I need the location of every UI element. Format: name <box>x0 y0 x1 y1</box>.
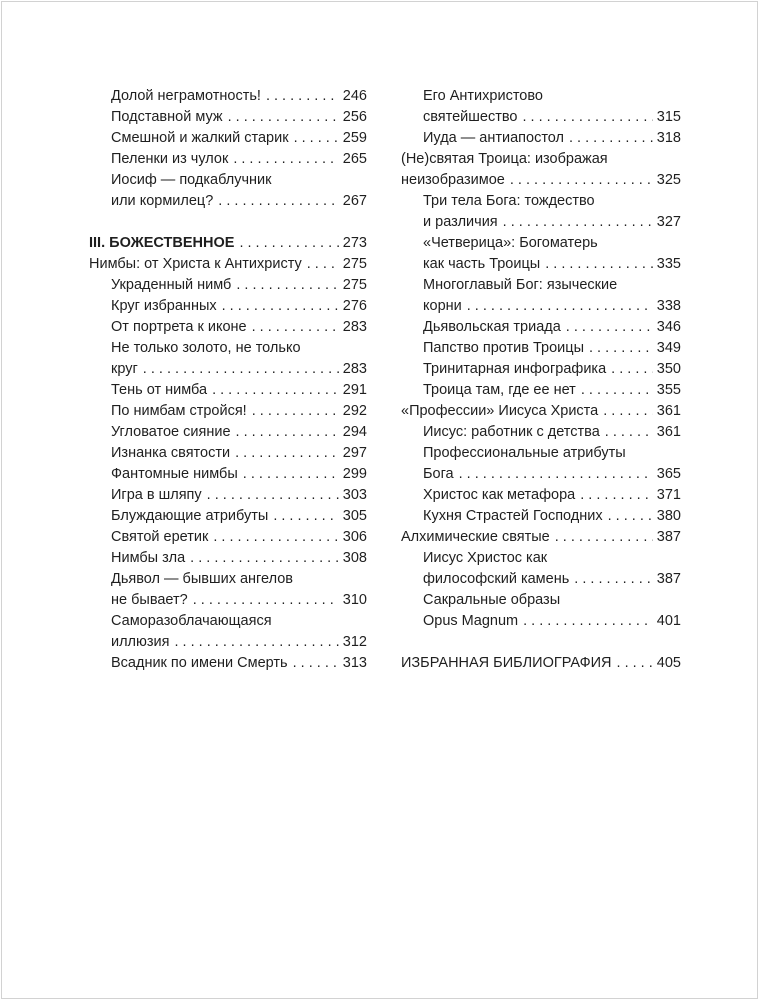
toc-entry-title: Профессиональные атрибуты <box>423 445 626 461</box>
toc-column-right <box>401 86 681 674</box>
toc-entry-first-line[interactable] <box>401 590 681 611</box>
toc-entry[interactable] <box>401 359 681 380</box>
toc-leader-dots <box>555 527 653 548</box>
toc-entry-page: 291 <box>342 382 367 398</box>
toc-leader-dots <box>239 233 338 254</box>
toc-entry-title: Дьявол — бывших ангелов <box>111 571 293 587</box>
toc-column-left <box>89 86 367 674</box>
toc-entry-title: Кухня Страстей Господних <box>423 508 603 524</box>
toc-leader-dots <box>294 128 339 149</box>
toc-entry[interactable] <box>89 422 367 443</box>
toc-entry-title: круг <box>111 361 138 377</box>
toc-entry-page: 256 <box>342 109 367 125</box>
toc-entry[interactable] <box>89 149 367 170</box>
toc-entry-page: 355 <box>656 382 681 398</box>
toc-entry-page: 401 <box>656 613 681 629</box>
toc-entry-title: Папство против Троицы <box>423 340 584 356</box>
toc-entry[interactable] <box>401 485 681 506</box>
toc-entry-first-line[interactable] <box>401 548 681 569</box>
toc-entry-page: 303 <box>342 487 367 503</box>
toc-entry-page: 361 <box>656 403 681 419</box>
toc-entry-page: 275 <box>342 256 367 272</box>
toc-entry-page: 315 <box>656 109 681 125</box>
toc-entry-title: Тень от нимба <box>111 382 208 398</box>
toc-entry-title: иллюзия <box>111 634 170 650</box>
toc-entry[interactable] <box>89 317 367 338</box>
toc-entry-first-line[interactable] <box>89 338 367 359</box>
toc-chapter-title: «Профессии» Иисуса Христа <box>401 403 599 419</box>
toc-leader-dots <box>266 86 339 107</box>
toc-entry-title: Иуда — антиапостол <box>423 130 564 146</box>
toc-leader-dots <box>617 653 653 674</box>
toc-entry-page: 405 <box>656 655 681 671</box>
toc-entry-page: 259 <box>342 130 367 146</box>
toc-leader-dots <box>566 317 653 338</box>
toc-entry-page: 380 <box>656 508 681 524</box>
toc-entry-page: 292 <box>342 403 367 419</box>
toc-leader-dots <box>605 422 653 443</box>
toc-entry[interactable] <box>401 611 681 632</box>
toc-entry[interactable] <box>89 86 367 107</box>
toc-entry[interactable] <box>89 128 367 149</box>
toc-leader-dots <box>252 317 339 338</box>
toc-leader-dots <box>589 338 653 359</box>
toc-entry-first-line[interactable] <box>401 86 681 107</box>
toc-chapter-title: (Не)святая Троица: изображая <box>401 151 608 167</box>
toc-leader-dots <box>503 212 653 233</box>
toc-entry[interactable] <box>89 506 367 527</box>
toc-chapter-title: Алхимические святые <box>401 529 550 545</box>
toc-leader-dots <box>243 464 339 485</box>
toc-entry-title: Долой неграмотность! <box>111 88 261 104</box>
toc-entry-title: Сакральные образы <box>423 592 561 608</box>
toc-entry-title: Фантомные нимбы <box>111 466 238 482</box>
toc-entry[interactable] <box>401 506 681 527</box>
toc-entry[interactable] <box>401 107 681 128</box>
toc-leader-dots <box>467 296 653 317</box>
toc-entry-first-line[interactable] <box>401 233 681 254</box>
toc-entry-title: как часть Троицы <box>423 256 541 272</box>
toc-entry-page: 312 <box>342 634 367 650</box>
toc-entry-title: и различия <box>423 214 498 230</box>
toc-leader-dots <box>523 611 653 632</box>
toc-entry-page: 338 <box>656 298 681 314</box>
toc-entry-page: 246 <box>342 88 367 104</box>
toc-entry-page: 283 <box>342 361 367 377</box>
toc-entry[interactable] <box>89 359 367 380</box>
toc-entry-first-line[interactable] <box>89 569 367 590</box>
toc-leader-dots <box>603 401 653 422</box>
toc-entry-page: 327 <box>656 214 681 230</box>
toc-leader-dots <box>175 632 339 653</box>
toc-leader-dots <box>222 296 339 317</box>
toc-entry[interactable] <box>89 653 367 674</box>
toc-leader-dots <box>228 107 339 128</box>
toc-leader-dots <box>569 128 653 149</box>
toc-entry-page: 325 <box>656 172 681 188</box>
toc-leader-dots <box>235 443 339 464</box>
toc-entry-page: 361 <box>656 424 681 440</box>
toc-entry[interactable] <box>401 296 681 317</box>
toc-entry[interactable] <box>401 212 681 233</box>
toc-entry[interactable] <box>89 275 367 296</box>
toc-entry-page: 299 <box>342 466 367 482</box>
toc-entry[interactable] <box>401 338 681 359</box>
section-gap <box>89 212 367 233</box>
toc-entry-page: 297 <box>342 445 367 461</box>
toc-leader-dots <box>510 170 653 191</box>
toc-entry-page: 346 <box>656 319 681 335</box>
toc-entry-title: Его Антихристово <box>423 88 543 104</box>
toc-entry-title: Саморазоблачающаяся <box>111 613 272 629</box>
toc-leader-dots <box>611 359 653 380</box>
toc-leader-dots <box>236 275 338 296</box>
toc-entry-title: Всадник по имени Смерть <box>111 655 288 671</box>
toc-leader-dots <box>190 548 339 569</box>
toc-entry[interactable] <box>89 485 367 506</box>
toc-section-title: III. БОЖЕСТВЕННОЕ <box>89 235 235 251</box>
toc-leader-dots <box>581 380 653 401</box>
toc-entry-title: Многоглавый Бог: языческие <box>423 277 618 293</box>
toc-entry-page: 275 <box>342 277 367 293</box>
toc-entry-title: или кормилец? <box>111 193 214 209</box>
toc-chapter-title: Нимбы: от Христа к Антихристу <box>89 256 302 272</box>
toc-leader-dots <box>459 464 653 485</box>
toc-entry-title: Игра в шляпу <box>111 487 202 503</box>
toc-entry-page: 265 <box>342 151 367 167</box>
toc-entry-page: 318 <box>656 130 681 146</box>
toc-leader-dots <box>574 569 653 590</box>
toc-entry-title: Иисус Христос как <box>423 550 548 566</box>
toc-entry-title: От портрета к иконе <box>111 319 247 335</box>
toc-entry-title: корни <box>423 298 462 314</box>
toc-entry-page: 313 <box>342 655 367 671</box>
toc-entry[interactable] <box>401 380 681 401</box>
toc-leader-dots <box>293 653 339 674</box>
toc-entry-page: 267 <box>342 193 367 209</box>
toc-entry-title: Троица там, где ее нет <box>423 382 576 398</box>
toc-leader-dots <box>193 590 339 611</box>
toc-entry-title: Украденный нимб <box>111 277 232 293</box>
toc-entry-page: 273 <box>342 235 367 251</box>
toc-entry-title: Не только золото, не только <box>111 340 301 356</box>
toc-entry-page: 371 <box>656 487 681 503</box>
toc-entry-title: святейшество <box>423 109 518 125</box>
toc-chapter[interactable] <box>401 401 681 422</box>
toc-entry-title: Иосиф — подкаблучник <box>111 172 272 188</box>
toc-entry[interactable] <box>401 569 681 590</box>
toc-leader-dots <box>236 422 339 443</box>
toc-entry[interactable] <box>89 527 367 548</box>
toc-section-heading[interactable] <box>401 653 681 674</box>
toc-entry-page: 387 <box>656 529 681 545</box>
toc-entry[interactable] <box>401 254 681 275</box>
toc-entry[interactable] <box>401 464 681 485</box>
toc-entry-first-line[interactable] <box>401 443 681 464</box>
toc-entry-title: Смешной и жалкий старик <box>111 130 289 146</box>
toc-entry-page: 310 <box>342 592 367 608</box>
toc-leader-dots <box>608 506 653 527</box>
toc-entry[interactable] <box>89 380 367 401</box>
toc-entry-page: 305 <box>342 508 367 524</box>
toc-entry-title: Угловатое сияние <box>111 424 231 440</box>
toc-entry-page: 365 <box>656 466 681 482</box>
toc-entry[interactable] <box>401 128 681 149</box>
toc-entry-title: философский камень <box>423 571 570 587</box>
toc-entry-page: 349 <box>656 340 681 356</box>
toc-entry-first-line[interactable] <box>89 170 367 191</box>
toc-entry-page: 283 <box>342 319 367 335</box>
toc-entry-title: Святой еретик <box>111 529 209 545</box>
toc-entry-title: не бывает? <box>111 592 188 608</box>
toc-entry-title: Изнанка святости <box>111 445 231 461</box>
toc-section-title: ИЗБРАННАЯ БИБЛИОГРАФИЯ <box>401 655 612 671</box>
toc-entry-title: По нимбам стройся! <box>111 403 247 419</box>
document-page <box>1 1 758 999</box>
toc-entry-page: 294 <box>342 424 367 440</box>
toc-entry-title: Тринитарная инфографика <box>423 361 607 377</box>
toc-entry[interactable] <box>89 107 367 128</box>
toc-leader-dots <box>580 485 653 506</box>
toc-entry-page: 387 <box>656 571 681 587</box>
toc-entry[interactable] <box>401 317 681 338</box>
toc-entry-title: Дьявольская триада <box>423 319 561 335</box>
toc-chapter-title: неизобразимое <box>401 172 505 188</box>
toc-entry-title: Opus Magnum <box>423 613 519 629</box>
toc-leader-dots <box>252 401 339 422</box>
section-gap <box>401 632 681 653</box>
toc-chapter[interactable] <box>401 170 681 191</box>
toc-entry[interactable] <box>89 401 367 422</box>
toc-leader-dots <box>218 191 339 212</box>
toc-leader-dots <box>143 359 339 380</box>
toc-entry[interactable] <box>89 590 367 611</box>
toc-entry-title: Бога <box>423 466 454 482</box>
toc-leader-dots <box>522 107 652 128</box>
toc-entry-first-line[interactable] <box>89 611 367 632</box>
toc-entry-title: Подставной муж <box>111 109 223 125</box>
toc-entry[interactable] <box>89 443 367 464</box>
toc-entry[interactable] <box>89 548 367 569</box>
toc-leader-dots <box>213 527 338 548</box>
toc-entry-first-line[interactable] <box>401 191 681 212</box>
toc-entry[interactable] <box>89 191 367 212</box>
toc-leader-dots <box>212 380 339 401</box>
toc-entry-title: Блуждающие атрибуты <box>111 508 269 524</box>
toc-leader-dots <box>545 254 653 275</box>
toc-entry-title: «Четверица»: Богоматерь <box>423 235 598 251</box>
toc-entry[interactable] <box>89 632 367 653</box>
toc-entry-page: 308 <box>342 550 367 566</box>
toc-entry-title: Пеленки из чулок <box>111 151 229 167</box>
toc-entry[interactable] <box>89 464 367 485</box>
toc-leader-dots <box>207 485 339 506</box>
toc-leader-dots <box>233 149 338 170</box>
toc-leader-dots <box>273 506 338 527</box>
toc-entry-page: 350 <box>656 361 681 377</box>
toc-entry-page: 335 <box>656 256 681 272</box>
toc-chapter-first-line[interactable] <box>401 149 681 170</box>
toc-entry-title: Христос как метафора <box>423 487 576 503</box>
toc-entry[interactable] <box>89 296 367 317</box>
toc-entry-page: 276 <box>342 298 367 314</box>
toc-entry-first-line[interactable] <box>401 275 681 296</box>
toc-entry-title: Три тела Бога: тождество <box>423 193 595 209</box>
toc-entry-title: Нимбы зла <box>111 550 186 566</box>
toc-leader-dots <box>307 254 339 275</box>
toc-chapter[interactable] <box>401 527 681 548</box>
toc-entry[interactable] <box>401 422 681 443</box>
toc-chapter[interactable] <box>89 254 367 275</box>
toc-entry-title: Круг избранных <box>111 298 217 314</box>
toc-section-heading[interactable] <box>89 233 367 254</box>
toc-entry-title: Иисус: работник с детства <box>423 424 600 440</box>
toc-entry-page: 306 <box>342 529 367 545</box>
